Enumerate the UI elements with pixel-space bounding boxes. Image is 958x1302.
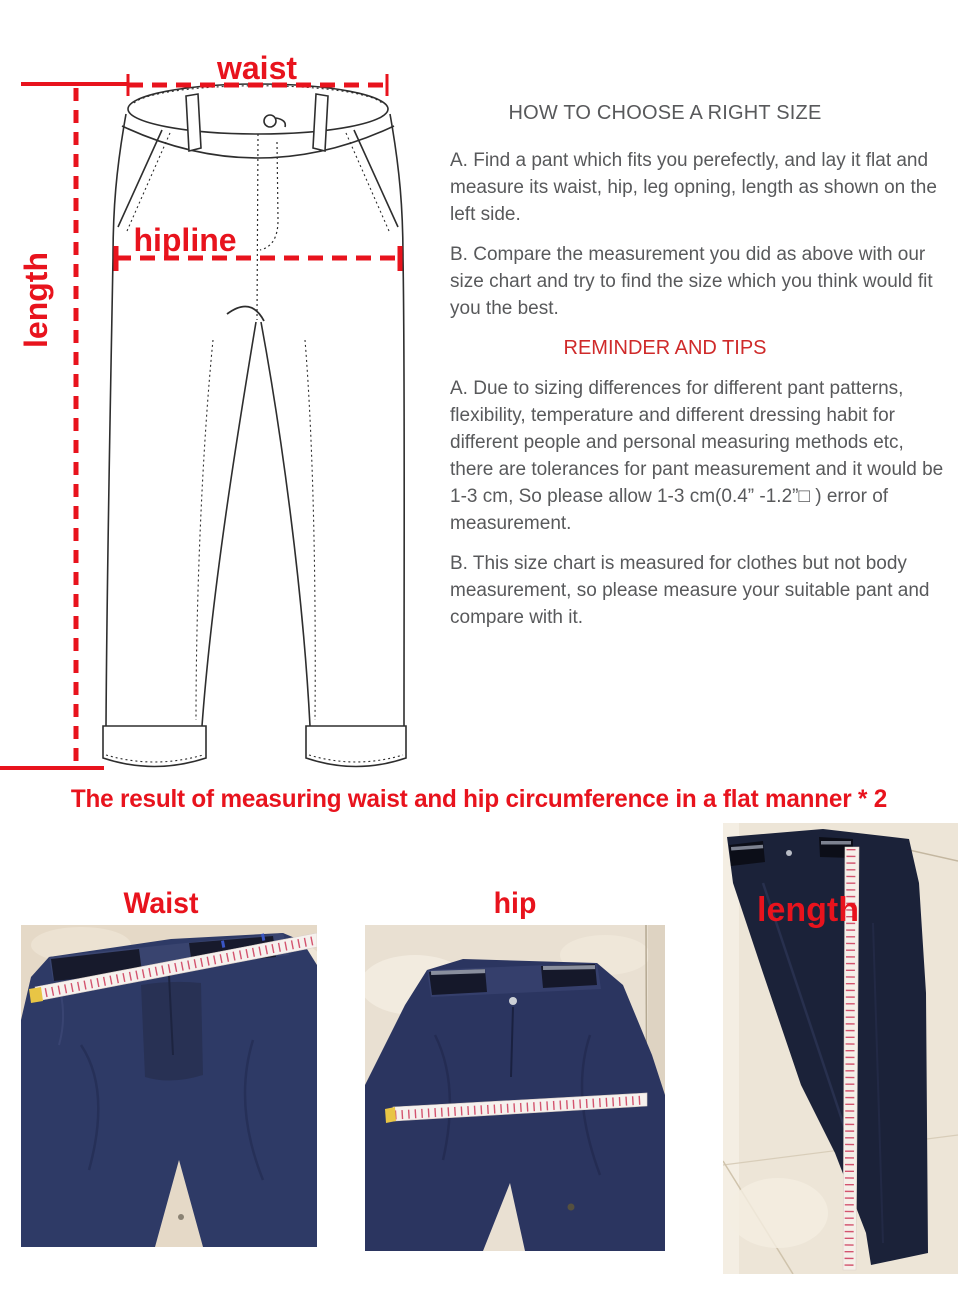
photo-hip [365,925,665,1251]
guide-title: HOW TO CHOOSE A RIGHT SIZE [508,102,822,124]
pants-measurement-diagram [0,0,440,790]
reminder-a: A. Due to sizing differences for different pant patterns, flexibility, temperature and different dressing habit for different people and personal measuring methods etc, there are tolerances for pant measurement and it would be 1-3 cm, So please allow 1-3 cm(0.4” -1.2”□ ) error of measurement. [450,378,944,534]
measurement-lines [0,74,400,768]
guide-step-b: B. Compare the measurement you did as above with our size chart and try to find the size which you think would fit you the best. [450,244,933,319]
button-icon [509,997,517,1005]
photo-label-hip: hip [493,887,537,920]
photo-label-length: length [757,891,859,929]
guide-step-a: A. Find a pant which fits you perefectly, and lay it flat and measure its waist, hip, leg opning, length as shown on the left side. [450,150,937,225]
photo-waist [21,925,317,1247]
photo-length [723,823,958,1274]
photo-label-waist: Waist [123,887,199,920]
button-icon [786,850,792,856]
diagram-label-hipline: hipline [133,222,237,258]
reminder-b: B. This size chart is measured for clothes but not body measurement, so please measure your suitable pant and compare with it. [450,553,930,628]
diagram-label-waist: waist [216,50,298,86]
how-to-choose-section [450,100,950,644]
diagram-label-length: length [18,252,54,348]
fly-seam [257,134,258,320]
reminder-title: REMINDER AND TIPS [563,337,767,359]
result-caption: The result of measuring waist and hip circumference in a flat manner * 2 [70,785,888,813]
pants-line-art [103,84,406,767]
